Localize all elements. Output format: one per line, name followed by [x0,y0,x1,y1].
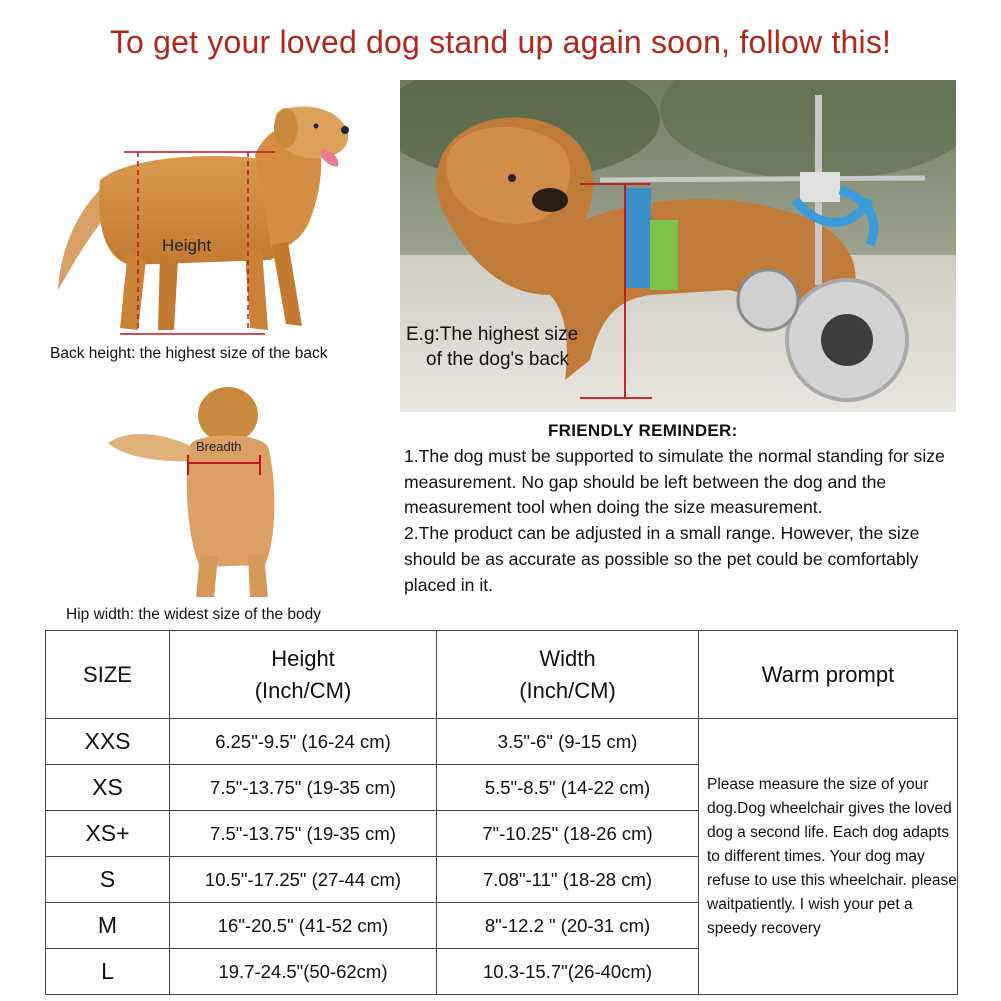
header-height-line2: (Inch/CM) [254,677,352,703]
height-cell: 7.5"-13.75" (19-35 cm) [170,765,437,811]
warm-prompt-text: Please measure the size of your dog.Dog wheelchair gives the loved dog a second life. Each dog adapts to different times. Your dog may refuse to use this wheelchair. please waitpatiently. I wish your pet a speedy recovery [699,719,958,995]
photo-label-line1: E.g:The highest size [406,324,579,345]
height-cell: 16"-20.5" (41-52 cm) [170,903,437,949]
page-title: To get your loved dog stand up again soon, follow this! [109,24,892,60]
size-cell: L [46,949,170,995]
breadth-label: Breadth [196,439,242,454]
size-cell: XXS [46,719,170,765]
size-cell: S [46,857,170,903]
reminder-body [404,444,964,598]
breadth-caption: Hip width: the widest size of the body [66,606,322,623]
height-cell: 6.25"-9.5" (16-24 cm) [170,719,437,765]
width-cell: 3.5"-6" (9-15 cm) [437,719,699,765]
reminder-point-2: 2.The product can be adjusted in a small range. However, the size should be as accurate as possible so the pet could be comfortably placed in it. [404,523,920,595]
height-cell: 7.5"-13.75" (19-35 cm) [170,811,437,857]
height-cell: 19.7-24.5"(50-62cm) [170,949,437,995]
height-label: Height [162,236,212,255]
photo-label-line2: of the dog's back [426,349,570,370]
reminder-point-1: 1.The dog must be supported to simulate the normal standing for size measurement. No gap should be left between the dog and the measurement tool when doing the size measurement. [404,446,945,518]
size-cell: XS+ [46,811,170,857]
header-height [170,631,437,719]
table-row [46,719,958,765]
height-caption: Back height: the highest size of the back [50,345,328,362]
size-cell: XS [46,765,170,811]
size-table [45,630,958,995]
header-size: SIZE [46,631,170,719]
header-warm-prompt: Warm prompt [699,631,958,719]
header-height-line1: Height [271,645,335,671]
header-width-line2: (Inch/CM) [519,677,616,703]
width-cell: 7"-10.25" (18-26 cm) [437,811,699,857]
width-cell: 5.5"-8.5" (14-22 cm) [437,765,699,811]
height-cell: 10.5"-17.25" (27-44 cm) [170,857,437,903]
dog-rear-illustration [100,385,300,603]
header-width-line1: Width [539,645,596,671]
width-cell: 8"-12.2 " (20-31 cm) [437,903,699,949]
dog-side-illustration [40,100,380,340]
width-cell: 10.3-15.7"(26-40cm) [437,949,699,995]
width-cell: 7.08"-11" (18-28 cm) [437,857,699,903]
header-width [437,631,699,719]
table-header-row [46,631,958,719]
size-cell: M [46,903,170,949]
reminder-heading: FRIENDLY REMINDER: [548,421,738,440]
dog-wheelchair-photo [400,80,956,412]
